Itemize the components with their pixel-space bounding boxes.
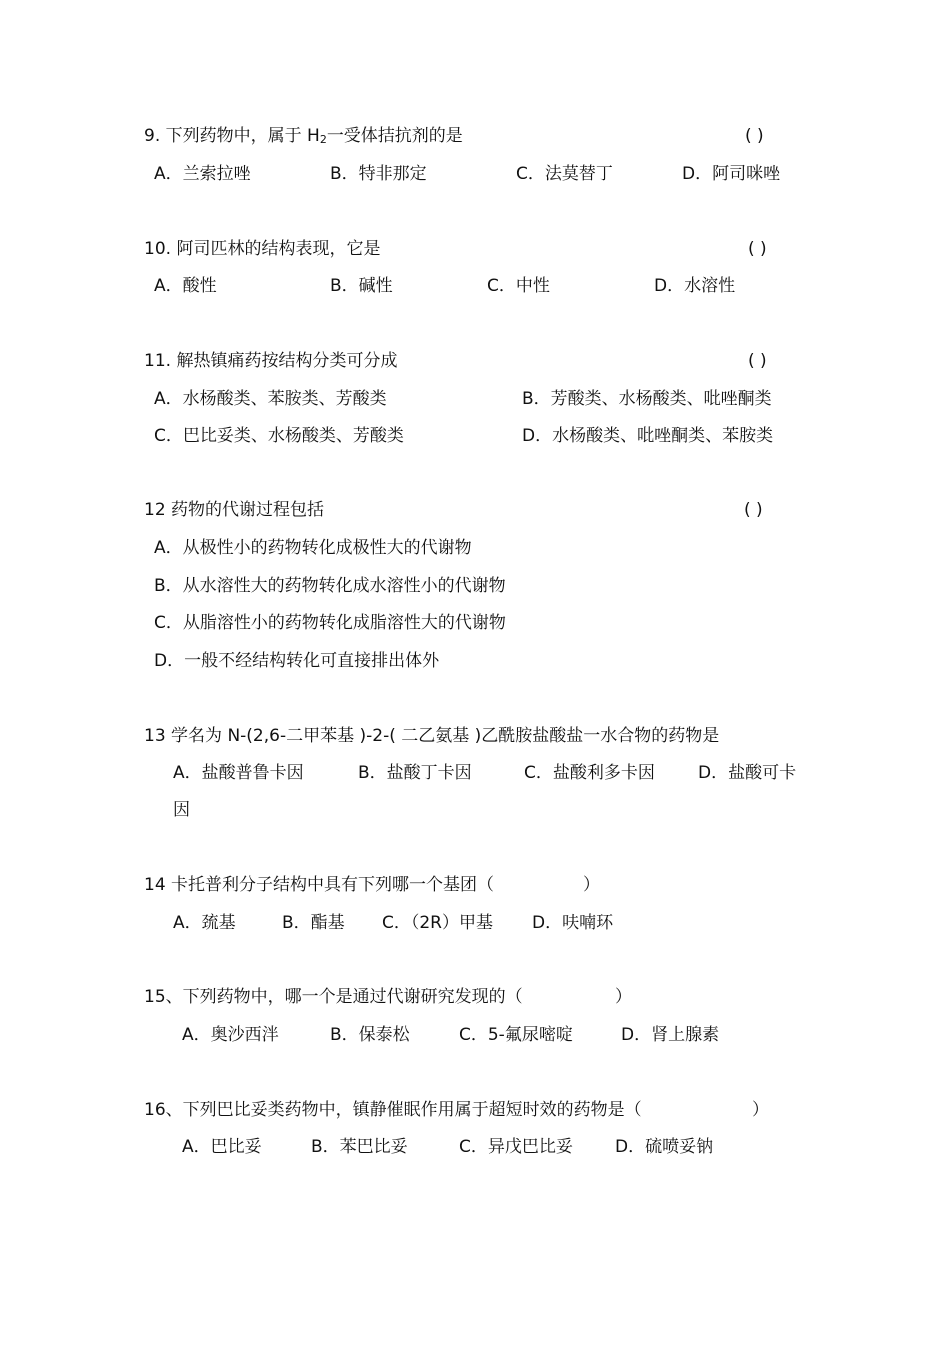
q11-option-b: B．芳酸类、水杨酸类、吡唑酮类 xyxy=(522,389,772,409)
q13-option-d-wrap: 因 xyxy=(173,800,190,820)
q15-close-paren: ） xyxy=(615,987,632,1007)
q9-option-c: C．法莫替丁 xyxy=(516,164,613,184)
q12-stem: 12 药物的代谢过程包括 xyxy=(144,500,325,520)
q9-option-d: D．阿司咪唑 xyxy=(682,164,781,184)
q16-option-b: B．苯巴比妥 xyxy=(311,1137,408,1157)
q11-answer-paren: ( ) xyxy=(748,351,767,371)
q9-answer-paren: ( ) xyxy=(745,126,764,146)
q15-stem: 15、下列药物中，哪一个是通过代谢研究发现的（ xyxy=(144,987,523,1007)
q10-stem: 10. 阿司匹林的结构表现，它是 xyxy=(144,239,381,259)
q10-option-b: B．碱性 xyxy=(330,276,393,296)
q16-stem: 16、下列巴比妥类药物中，镇静催眠作用属于超短时效的药物是（ xyxy=(144,1100,642,1120)
q13-option-a: A．盐酸普鲁卡因 xyxy=(173,763,304,783)
q14-close-paren: ） xyxy=(583,875,600,895)
q10-option-d: D．水溶性 xyxy=(654,276,736,296)
q10-option-a: A．酸性 xyxy=(154,276,217,296)
q9-stem-b: 一受体拮抗剂的是 xyxy=(326,126,463,146)
q16-option-d: D．硫喷妥钠 xyxy=(615,1137,714,1157)
q13-option-d: D．盐酸可卡 xyxy=(698,763,797,783)
q9-stem-subscript: 2 xyxy=(319,133,327,146)
q14-option-c: C．（2R）甲基 xyxy=(382,913,493,933)
q13-stem: 13 学名为 N-(2,6-二甲苯基 )-2-( 二乙氨基 )乙酰胺盐酸盐一水合物的药物是 xyxy=(144,726,720,746)
q14-option-b: B．酯基 xyxy=(282,913,345,933)
q14-option-a: A．巯基 xyxy=(173,913,236,933)
q14-stem: 14 卡托普利分子结构中具有下列哪一个基团（ xyxy=(144,875,495,895)
q9-stem xyxy=(144,125,463,149)
q14-option-d: D．呋喃环 xyxy=(532,913,614,933)
q16-option-c: C．异戊巴比妥 xyxy=(459,1137,573,1157)
q16-close-paren: ） xyxy=(752,1100,769,1120)
q15-option-c: C．5-氟尿嘧啶 xyxy=(459,1025,573,1045)
q11-option-a: A．水杨酸类、苯胺类、芳酸类 xyxy=(154,389,387,409)
q10-option-c: C．中性 xyxy=(487,276,550,296)
q11-option-d: D．水杨酸类、吡唑酮类、苯胺类 xyxy=(522,426,774,446)
q15-option-a: A．奥沙西泮 xyxy=(182,1025,279,1045)
q10-answer-paren: ( ) xyxy=(748,239,767,259)
q12-option-b: B．从水溶性大的药物转化成水溶性小的代谢物 xyxy=(154,576,506,596)
q13-option-c: C．盐酸利多卡因 xyxy=(524,763,655,783)
q9-option-b: B．特非那定 xyxy=(330,164,427,184)
q16-option-a: A．巴比妥 xyxy=(182,1137,262,1157)
q11-stem: 11. 解热镇痛药按结构分类可分成 xyxy=(144,351,398,371)
q9-stem-a: 9. 下列药物中，属于 H xyxy=(144,126,320,146)
q11-option-c: C．巴比妥类、水杨酸类、芳酸类 xyxy=(154,426,404,446)
q13-option-b: B．盐酸丁卡因 xyxy=(358,763,472,783)
q12-option-a: A．从极性小的药物转化成极性大的代谢物 xyxy=(154,538,472,558)
q15-option-b: B．保泰松 xyxy=(330,1025,410,1045)
q15-option-d: D．肾上腺素 xyxy=(621,1025,720,1045)
q12-answer-paren: ( ) xyxy=(744,500,763,520)
q12-option-c: C．从脂溶性小的药物转化成脂溶性大的代谢物 xyxy=(154,613,506,633)
q12-option-d: D．一般不经结构转化可直接排出体外 xyxy=(154,651,440,671)
q9-option-a: A．兰索拉唑 xyxy=(154,164,251,184)
